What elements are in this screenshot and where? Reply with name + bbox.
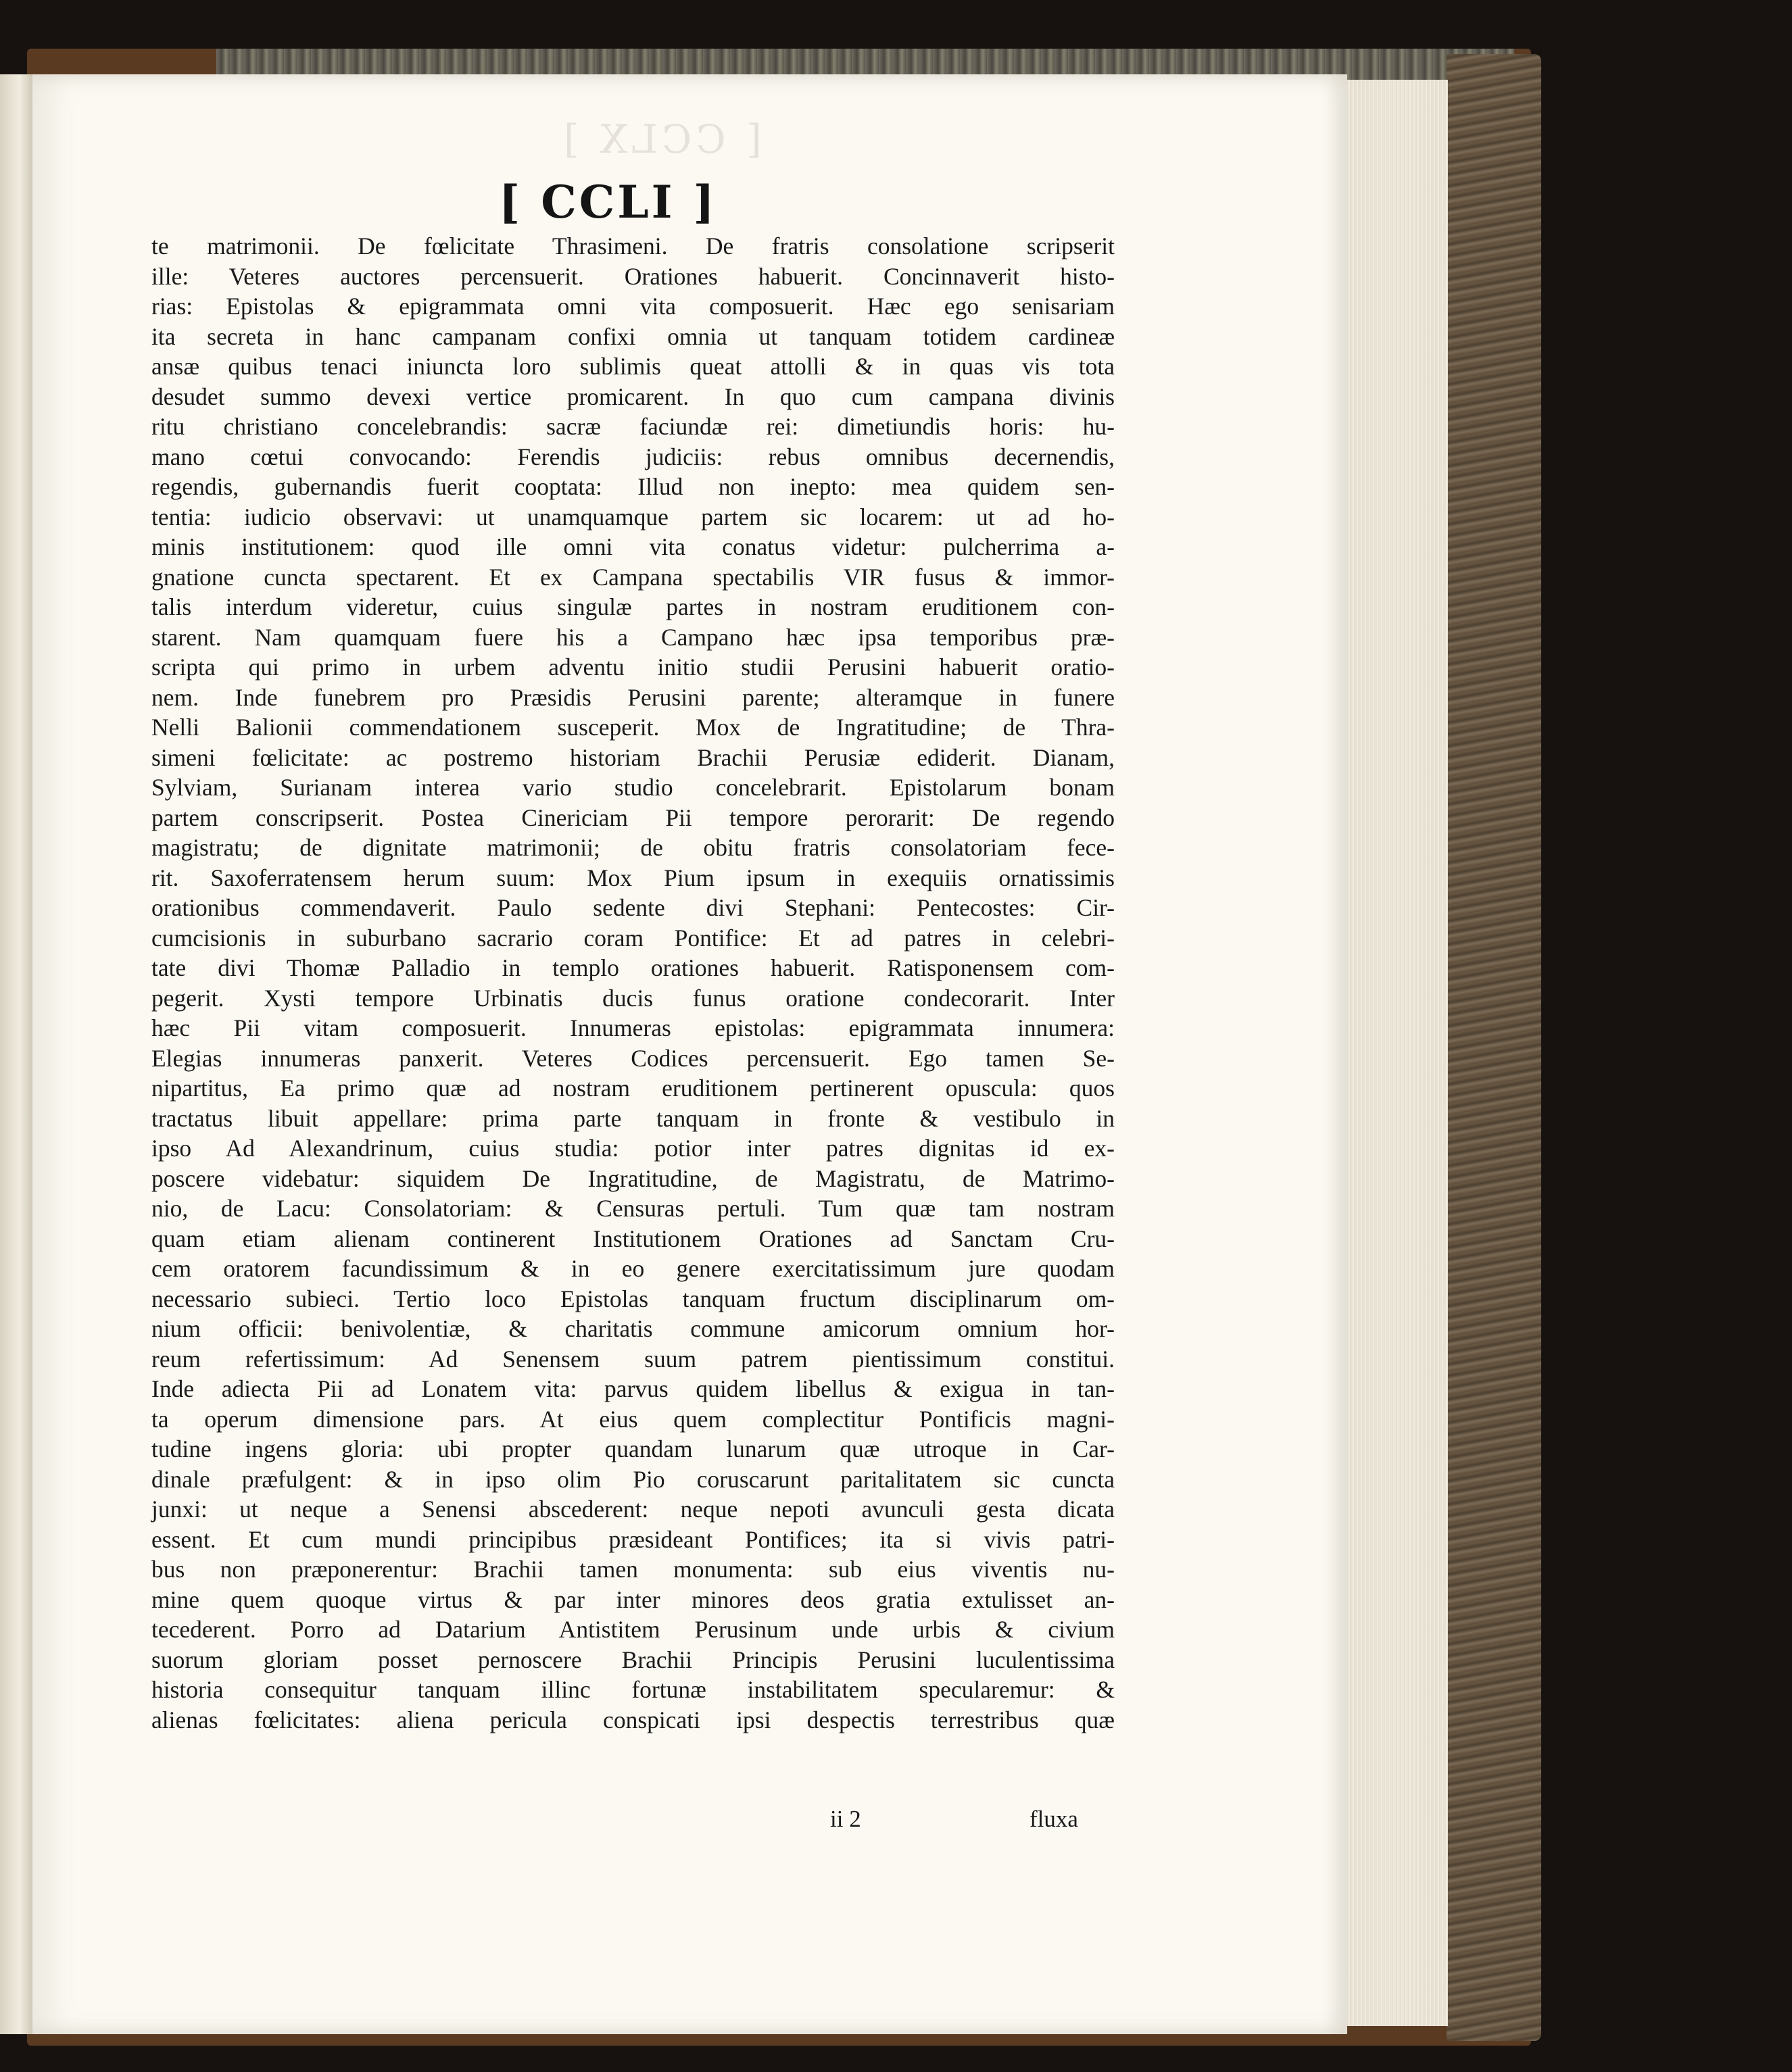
text-line: minis institutionem: quod ille omni vita conatus videtur: pulcherrima a- bbox=[151, 533, 1115, 560]
text-line: tecederent. Porro ad Datarium Antistitem Perusinum unde urbis & civium bbox=[151, 1616, 1115, 1643]
text-line: rit. Saxoferratensem herum suum: Mox Pium ipsum in exequiis ornatissimis bbox=[151, 864, 1115, 891]
text-line: tentia: iudicio observavi: ut unamquamque partem sic locarem: ut ad ho- bbox=[151, 503, 1115, 531]
text-line: partem conscripserit. Postea Cinericiam Pii tempore perorarit: De regendo bbox=[151, 804, 1115, 831]
text-line: cem oratorem facundissimum & in eo genere exercitatissimum jure quodam bbox=[151, 1255, 1115, 1282]
text-line: simeni fœlicitate: ac postremo historiam Brachii Perusiæ ediderit. Dianam, bbox=[151, 743, 1115, 771]
text-line: quam etiam alienam continerent Institutionem Orationes ad Sanctam Cru- bbox=[151, 1225, 1115, 1252]
text-line: te matrimonii. De fœlicitate Thrasimeni. De fratris consolatione scripserit bbox=[151, 232, 1115, 260]
text-line: necessario subieci. Tertio loco Epistolas tanquam fructum disciplinarum om- bbox=[151, 1285, 1115, 1312]
text-line: Elegias innumeras panxerit. Veteres Codices percensuerit. Ego tamen Se- bbox=[151, 1044, 1115, 1072]
text-line: nium officii: benivolentiæ, & charitatis commune amicorum omnium hor- bbox=[151, 1315, 1115, 1342]
text-line: Sylviam, Surianam interea vario studio concelebrarit. Epistolarum bonam bbox=[151, 774, 1115, 801]
text-line: dinale præfulgent: & in ipso olim Pio coruscarunt paritalitatem sic cuncta bbox=[151, 1465, 1115, 1493]
text-line: scripta qui primo in urbem adventu initio studii Perusini habuerit oratio- bbox=[151, 653, 1115, 681]
text-line: ipso Ad Alexandrinum, cuius studia: potior inter patres dignitas id ex- bbox=[151, 1135, 1115, 1162]
text-line: nio, de Lacu: Consolatoriam: & Censuras pertuli. Tum quæ tam nostram bbox=[151, 1195, 1115, 1222]
text-line: mano cœtui convocando: Ferendis judiciis: rebus omnibus decernendis, bbox=[151, 443, 1115, 470]
catchword: fluxa bbox=[1030, 1806, 1078, 1832]
page-body bbox=[151, 231, 1115, 1735]
text-line: orationibus commendaverit. Paulo sedente divi Stephani: Pentecostes: Cir- bbox=[151, 894, 1115, 921]
page-header: [ CCLI ] bbox=[499, 176, 717, 228]
text-line: poscere videbatur: siquidem De Ingratitudine, de Magistratu, de Matrimo- bbox=[151, 1164, 1115, 1192]
text-line: pegerit. Xysti tempore Urbinatis ducis funus oratione condecorarit. Inter bbox=[151, 984, 1115, 1012]
text-line: nem. Inde funebrem pro Præsidis Perusini parente; alteramque in funere bbox=[151, 683, 1115, 711]
text-line: mine quem quoque virtus & par inter minores deos gratia extulisset an- bbox=[151, 1585, 1115, 1613]
text-line: essent. Et cum mundi principibus præsideant Pontifices; ita si vivis patri- bbox=[151, 1525, 1115, 1553]
signature-mark: ii 2 bbox=[830, 1806, 861, 1832]
text-line: cumcisionis in suburbano sacrario coram Pontifice: Et ad patres in celebri- bbox=[151, 924, 1115, 952]
text-line: Nelli Balionii commendationem susceperit. Mox de Ingratitudine; de Thra- bbox=[151, 714, 1115, 741]
text-line: reum refertissimum: Ad Senensem suum patrem pientissimum constitui. bbox=[151, 1345, 1115, 1373]
text-line: hæc Pii vitam composuerit. Innumeras epistolas: epigrammata innumera: bbox=[151, 1014, 1115, 1041]
text-line: Inde adiecta Pii ad Lonatem vita: parvus quidem libellus & exigua in tan- bbox=[151, 1375, 1115, 1402]
text-line: tudine ingens gloria: ubi propter quandam lunarum quæ utroque in Car- bbox=[151, 1435, 1115, 1462]
text-line: rias: Epistolas & epigrammata omni vita composuerit. Hæc ego senisariam bbox=[151, 293, 1115, 320]
facing-page-edge bbox=[0, 74, 34, 2034]
text-line: ita secreta in hanc campanam confixi omnia ut tanquam totidem cardineæ bbox=[151, 322, 1115, 350]
show-through-text: [ CCLX ] bbox=[560, 116, 762, 162]
text-line: gnatione cuncta spectarent. Et ex Campana spectabilis VIR fusus & immor- bbox=[151, 563, 1115, 591]
text-line: ritu christiano concelebrandis: sacræ faciundæ rei: dimetiundis horis: hu- bbox=[151, 413, 1115, 440]
text-line: alienas fœlicitates: aliena pericula conspicati ipsi despectis terrestribus quæ bbox=[151, 1706, 1115, 1733]
text-line: desudet summo devexi vertice promicarent. In quo cum campana divinis bbox=[151, 383, 1115, 410]
text-line: ta operum dimensione pars. At eius quem complectitur Pontificis magni- bbox=[151, 1405, 1115, 1433]
text-line: suorum gloriam posset pernoscere Brachii Principis Perusini luculentissima bbox=[151, 1646, 1115, 1673]
page-edges bbox=[1345, 80, 1448, 2026]
text-line: ansæ quibus tenaci iniuncta loro sublimis queat attolli & in quas vis tota bbox=[151, 353, 1115, 380]
text-line: talis interdum videretur, cuius singulæ partes in nostram eruditionem con- bbox=[151, 593, 1115, 620]
text-line: regendis, gubernandis fuerit cooptata: Illud non inepto: mea quidem sen- bbox=[151, 473, 1115, 500]
text-line: bus non præponerentur: Brachii tamen monumenta: sub eius viventis nu- bbox=[151, 1556, 1115, 1583]
text-line: starent. Nam quamquam fuere his a Campano hæc ipsa temporibus præ- bbox=[151, 623, 1115, 651]
text-line: tate divi Thomæ Palladio in templo orationes habuerit. Ratisponensem com- bbox=[151, 954, 1115, 981]
book-page bbox=[32, 74, 1347, 2034]
text-line: nipartitus, Ea primo quæ ad nostram eruditionem pertinerent opuscula: quos bbox=[151, 1075, 1115, 1102]
text-line: magistratu; de dignitate matrimonii; de obitu fratris consolatoriam fece- bbox=[151, 834, 1115, 861]
text-line: tractatus libuit appellare: prima parte tanquam in fronte & vestibulo in bbox=[151, 1104, 1115, 1132]
marbled-cover-board bbox=[1447, 54, 1541, 2041]
text-line: ille: Veteres auctores percensuerit. Orationes habuerit. Concinnaverit histo- bbox=[151, 262, 1115, 290]
text-line: junxi: ut neque a Senensi abscederent: neque nepoti avunculi gesta dicata bbox=[151, 1496, 1115, 1523]
text-line: historia consequitur tanquam illinc fortunæ instabilitatem specularemur: & bbox=[151, 1676, 1115, 1703]
